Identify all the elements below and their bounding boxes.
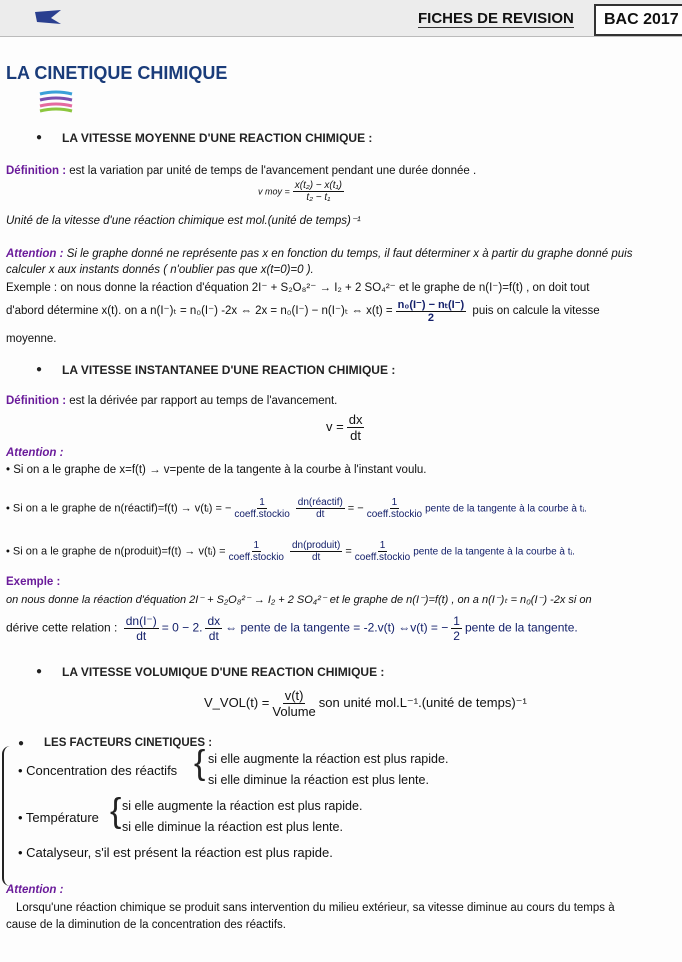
brace: { [110, 792, 122, 830]
concentration-decrease: si elle diminue la réaction est plus lente. [208, 773, 429, 787]
attention-label: Attention : [6, 884, 64, 896]
attention-label: Attention : [6, 248, 64, 260]
outer-brace [2, 746, 10, 886]
bullet-produit: • Si on a le graphe de n(produit)=f(t) → v(tᵢ) = $\frac{1}{\text{coeff.stockio}}$ $\frac{\text{dn(produit)}}{dt}$ = $\frac{1}{\text{coeff.stockio}}$ pente de la tangente à la courbe à tᵢ. [6, 540, 575, 563]
attention-label: Attention : [6, 447, 64, 459]
bullet-reactif: • Si on a le graphe de n(réactif)=f(t) → v(tᵢ) = − $\frac{1}{\text{coeff.stockio}}$ $\frac{\text{dn(réactif)}}{dt}$ = − $\frac{1}{\text{coeff.stockio}}$ pente de la tangente à la courbe à tᵢ. [6, 497, 587, 520]
concentration-increase: si elle augmente la réaction est plus rapide. [208, 752, 449, 766]
bac-badge: BAC 2017 [594, 4, 682, 36]
example-text-3: moyenne. [6, 333, 57, 345]
example-text-2: d'abord détermine x(t). on a n(I⁻)ₜ = n₀(I⁻) -2x ⇔ 2x = n₀(I⁻) − n(I⁻)ₜ ⇔ x(t) = $\frac{\text{n₀(I⁻) − nₜ(I⁻)}}{2}$ puis on calcule la vitesse [6, 299, 600, 324]
formula-vvol: V_VOL(t) = $\frac{v(t)}{\text{Volume}}$ son unité mol.L⁻¹.(unité de temps)⁻¹ [204, 688, 527, 719]
logo-icon [33, 8, 63, 28]
unit-text: Unité de la vitesse d'une réaction chimique est mol.(unité de temps)⁻¹ [6, 215, 361, 227]
factor-temperature: • Température [18, 810, 99, 825]
example-text: Exemple : on nous donne la réaction d'équation 2I⁻ + S₂O₈²⁻ → I₂ + 2 SO₄²⁻ et le graphe de n(I⁻)=f(t) , on doit tout [6, 282, 590, 294]
formula-vmoy: v moy = $\frac{\text{x(t₂) − x(t₁)}}{\text{t₂ − t₁}}$ [258, 180, 343, 203]
temperature-decrease: si elle diminue la réaction est plus lente. [122, 820, 343, 834]
factor-concentration: • Concentration des réactifs [18, 763, 178, 778]
section-heading-vitesse-instantanee: ● LA VITESSE INSTANTANEE D'UNE REACTION CHIMIQUE : [62, 363, 395, 377]
section-heading-vitesse-moyenne: ● LA VITESSE MOYENNE D'UNE REACTION CHIMIQUE : [62, 131, 372, 145]
section-heading-facteurs: ● LES FACTEURS CINETIQUES : [44, 737, 212, 749]
header-bar [0, 0, 682, 37]
bullet-x: • Si on a le graphe de x=f(t) → v=pente de la tangente à la courbe à l'instant voulu. [6, 464, 427, 476]
books-logo-icon [38, 90, 74, 120]
formula-v: v = $\frac{dx}{dt}$ [326, 412, 363, 443]
definition-text: est la variation par unité de temps de l'avancement pendant une durée donnée . [69, 165, 477, 177]
factor-catalyseur: • Catalyseur, s'il est présent la réaction est plus rapide. [18, 845, 333, 860]
section-heading-vitesse-volumique: ● LA VITESSE VOLUMIQUE D'UNE REACTION CHIMIQUE : [62, 665, 384, 679]
temperature-increase: si elle augmente la réaction est plus rapide. [122, 799, 363, 813]
attention-text-2: calculer x aux instants donnés ( n'oublier pas que x(t=0)=0 ). [6, 264, 314, 276]
attention-text-2: cause de la diminution de la concentration des réactifs. [6, 919, 286, 931]
example-label: Exemple : [6, 576, 61, 588]
definition-label: Définition : [6, 165, 67, 177]
attention-text: Si le graphe donné ne représente pas x en fonction du temps, il faut déterminer x à partir du graphe donné puis [66, 248, 633, 260]
example-text: on nous donne la réaction d'équation 2I⁻ + S₂O₈²⁻ → I₂ + 2 SO₄²⁻ et le graphe de n(I⁻)=f(t) , on a n(I⁻)ₜ = n₀(I⁻) -2x si on [6, 594, 592, 606]
example-derivation: dérive cette relation : $\frac{dn(I^-)}{dt}$ = 0 − 2. $\frac{dx}{dt}$ ⇔ pente de la tangente = -2.v(t) ⇔v(t) = − $\frac{1}{2}$ pente de la tangente. [6, 614, 578, 643]
brace: { [194, 744, 206, 782]
header-title: FICHES DE REVISION [418, 10, 574, 27]
page-title: LA CINETIQUE CHIMIQUE [6, 63, 228, 83]
definition-label: Définition : [6, 395, 67, 407]
attention-text: Lorsqu'une réaction chimique se produit sans intervention du milieu extérieur, sa vitesse diminue au cours du temps à [16, 902, 615, 914]
definition-text: est la dérivée par rapport au temps de l'avancement. [69, 395, 338, 407]
